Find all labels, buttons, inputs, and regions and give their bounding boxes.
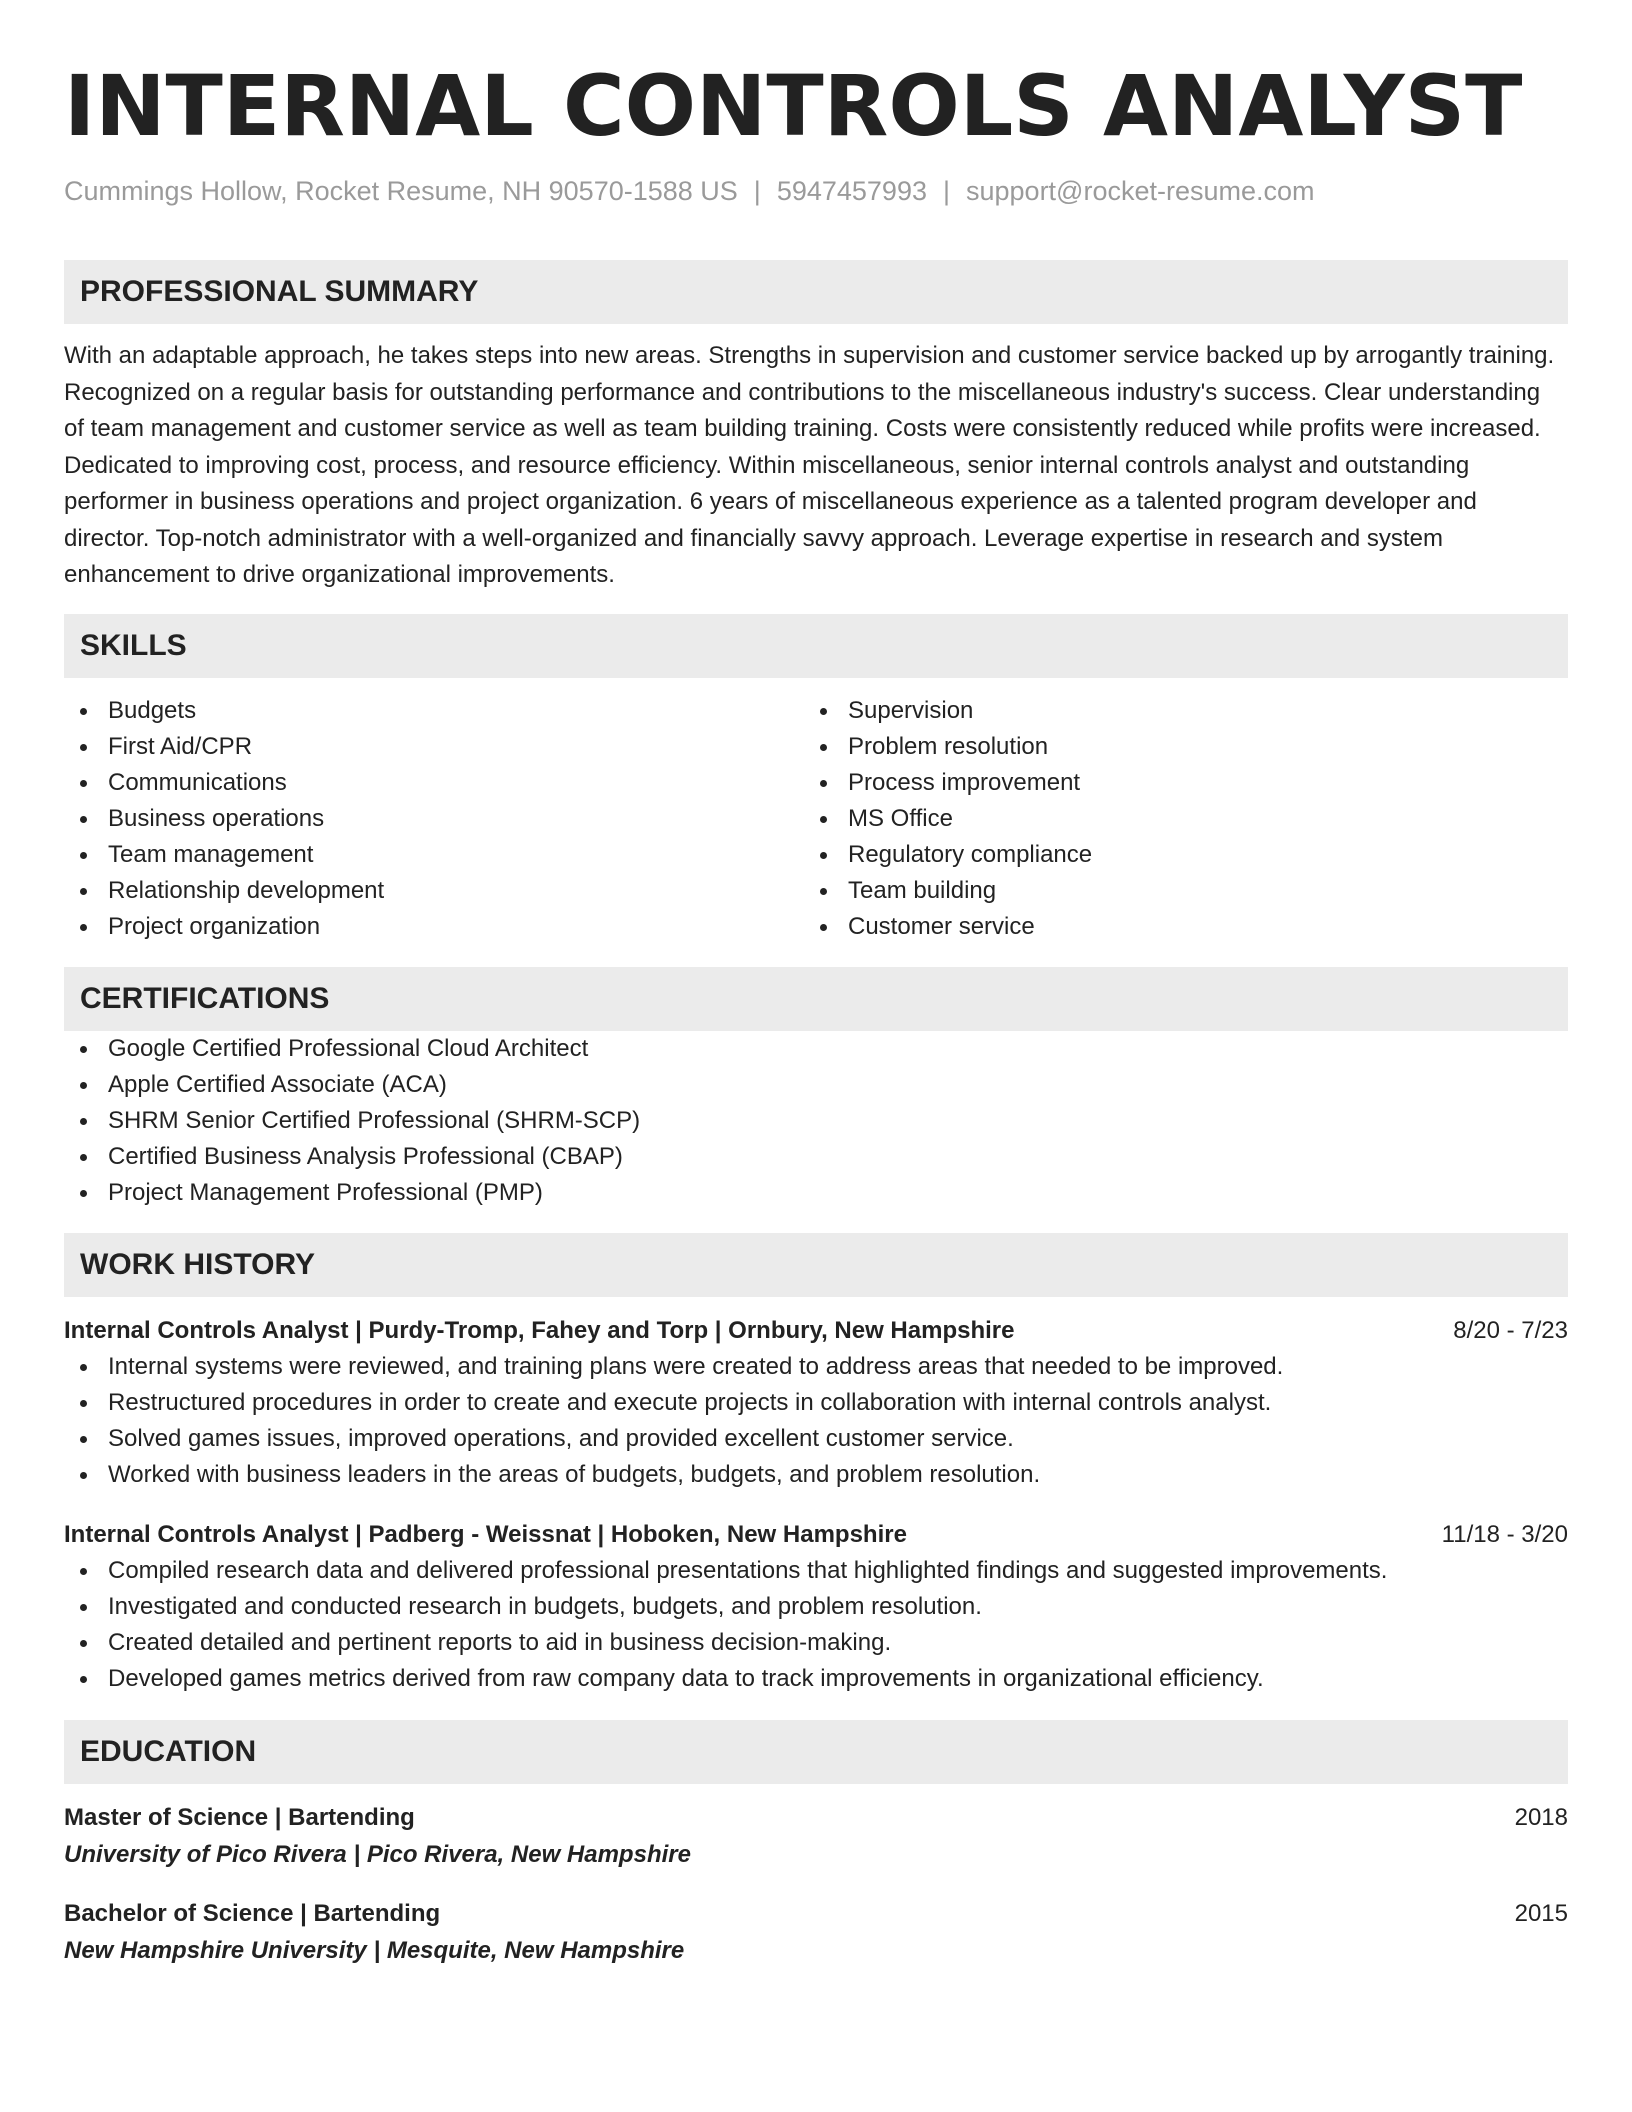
job-bullet: Internal systems were reviewed, and training plans were created to address areas that needed to be improved. [64, 1349, 1568, 1385]
job-bullets [64, 1349, 1568, 1493]
contact-separator: | [942, 176, 950, 206]
education-degree: Master of Science | Bartending [64, 1803, 415, 1831]
skill-item: Project organization [64, 909, 804, 945]
job-bullet: Created detailed and pertinent reports to aid in business decision-making. [64, 1625, 1568, 1661]
job-bullet: Worked with business leaders in the areas of budgets, budgets, and problem resolution. [64, 1457, 1568, 1493]
job-bullets [64, 1553, 1568, 1697]
skills-column-left [64, 693, 804, 945]
skill-item: Supervision [804, 693, 1544, 729]
skill-item: Team management [64, 837, 804, 873]
job-header [64, 1313, 1568, 1349]
skill-item: Relationship development [64, 873, 804, 909]
education-year: 2015 [1514, 1899, 1568, 1927]
section-heading-certifications: CERTIFICATIONS [64, 967, 1568, 1031]
certifications-list [64, 1031, 1568, 1211]
job-title: Internal Controls Analyst | Padberg - Weissnat | Hoboken, New Hampshire [64, 1520, 907, 1548]
education-header [64, 1896, 1568, 1932]
job-bullet: Investigated and conducted research in budgets, budgets, and problem resolution. [64, 1589, 1568, 1625]
resume-name: INTERNAL CONTROLS ANALYST [64, 57, 1523, 155]
skill-item: MS Office [804, 801, 1544, 837]
section-heading-work-history: WORK HISTORY [64, 1233, 1568, 1297]
section-heading-summary: PROFESSIONAL SUMMARY [64, 260, 1568, 324]
job-dates: 8/20 - 7/23 [1453, 1316, 1568, 1344]
skill-item: Process improvement [804, 765, 1544, 801]
education-school: New Hampshire University | Mesquite, New Hampshire [64, 1936, 685, 1964]
job-dates: 11/18 - 3/20 [1441, 1520, 1568, 1548]
certification-item: Apple Certified Associate (ACA) [64, 1067, 1568, 1103]
skill-item: Team building [804, 873, 1544, 909]
education-entry [64, 1800, 1568, 1874]
skill-item: Budgets [64, 693, 804, 729]
contact-separator: | [753, 176, 761, 206]
job-bullet: Compiled research data and delivered professional presentations that highlighted findings and suggested improvements. [64, 1553, 1568, 1589]
skill-item: Business operations [64, 801, 804, 837]
education-school: University of Pico Rivera | Pico Rivera, New Hampshire [64, 1840, 691, 1868]
skills-list [64, 693, 1568, 945]
skill-item: Customer service [804, 909, 1544, 945]
certification-item: Google Certified Professional Cloud Architect [64, 1031, 1568, 1067]
education-year: 2018 [1514, 1803, 1568, 1831]
section-heading-education: EDUCATION [64, 1720, 1568, 1784]
education-header [64, 1800, 1568, 1836]
contact-email[interactable]: support@rocket-resume.com [966, 176, 1315, 206]
job-bullet: Developed games metrics derived from raw company data to track improvements in organizational efficiency. [64, 1661, 1568, 1697]
contact-phone: 5947457993 [776, 176, 927, 206]
education-entry [64, 1896, 1568, 1970]
certification-item: SHRM Senior Certified Professional (SHRM-SCP) [64, 1103, 1568, 1139]
job-bullet: Solved games issues, improved operations, and provided excellent customer service. [64, 1421, 1568, 1457]
job-bullet: Restructured procedures in order to create and execute projects in collaboration with internal controls analyst. [64, 1385, 1568, 1421]
job-header [64, 1517, 1568, 1553]
job-entry [64, 1517, 1568, 1697]
certification-item: Project Management Professional (PMP) [64, 1175, 1568, 1211]
job-title: Internal Controls Analyst | Purdy-Tromp, Fahey and Torp | Ornbury, New Hampshire [64, 1316, 1015, 1344]
contact-address: Cummings Hollow, Rocket Resume, NH 90570-1588 US [64, 176, 738, 206]
skills-column-right [804, 693, 1544, 945]
job-entry [64, 1313, 1568, 1493]
certification-item: Certified Business Analysis Professional (CBAP) [64, 1139, 1568, 1175]
skill-item: Communications [64, 765, 804, 801]
skill-item: Regulatory compliance [804, 837, 1544, 873]
education-degree: Bachelor of Science | Bartending [64, 1899, 441, 1927]
skill-item: Problem resolution [804, 729, 1544, 765]
section-heading-skills: SKILLS [64, 614, 1568, 678]
summary-text: With an adaptable approach, he takes steps into new areas. Strengths in supervision and customer service backed up by arrogantly training. Recognized on a regular basis for outstanding performance and contributions to the miscellaneous industry's success. Clear understanding of team management and customer service as well as team building training. Costs were consistently reduced while profits were increased. Dedicated to improving cost, process, and resource efficiency. Within miscellaneous, senior internal controls analyst and outstanding performer in business operations and project organization. 6 years of miscellaneous experience as a talented program developer and director. Top-notch administrator with a well-organized and financially savvy approach. Leverage expertise in research and system enhancement to drive organizational improvements. [64, 342, 1555, 588]
skill-item: First Aid/CPR [64, 729, 804, 765]
contact-line [64, 174, 1568, 208]
